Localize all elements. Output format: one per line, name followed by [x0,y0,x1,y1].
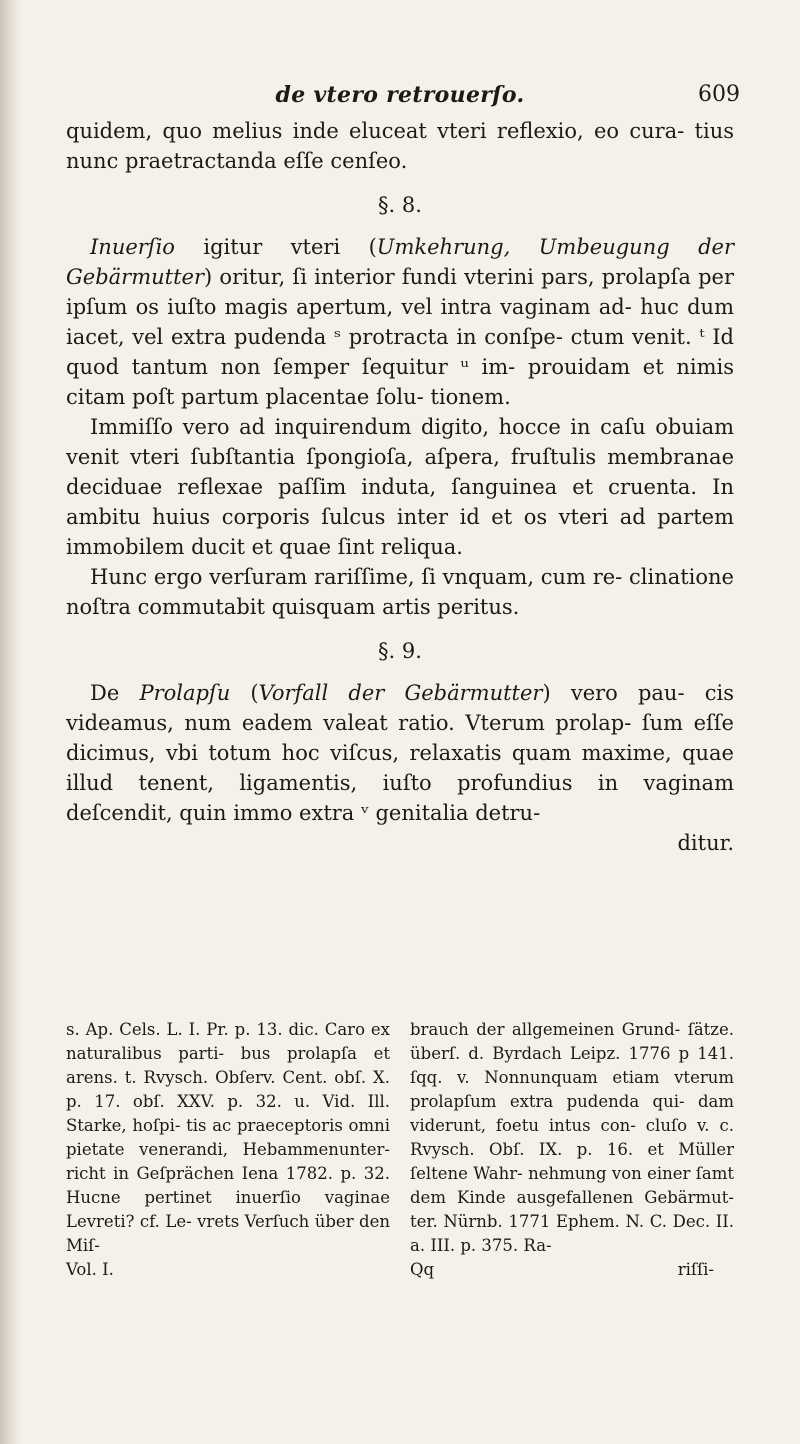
page-number: 609 [698,82,740,107]
signature-qq: Qq [410,1260,435,1279]
paragraph-2-part-a: igitur vteri ( [174,235,377,259]
paragraph-1: quidem, quo melius inde eluceat vteri reflexio, eo cura- tius nunc praetractanda eſſe cenſeo. [66,119,734,173]
page-header [60,82,740,112]
signature-mark: Vol. I. [66,1260,114,1279]
catchword: riſſi- [677,1260,714,1279]
paragraph-5-part-b: ( [230,681,259,705]
catchword-line [410,1258,734,1282]
paragraph-2 [66,232,734,412]
paragraph-5-part-a: De [90,681,140,705]
section-heading-9: §. 9. [378,639,422,663]
running-title: de vtero retrouerſo. [275,82,525,108]
paragraph-2-part-b: ) oritur, ſi interior fundi vterini pars, prolapſa per ipſum os iuſto magis apertum, vel intra vaginam ad- huc dum iacet, vel extra pudenda ˢ protracta in conſpe- ctum venit. ᵗ Id quod tantum non ſemper ſequitur ᵘ im- prouidam et nimis citam poſt partum placentae ſolu- tionem. [66,265,734,409]
page-binding-edge [0,0,22,1444]
footnotes-left-text: s. Ap. Cels. L. I. Pr. p. 13. dic. Caro ex naturalibus parti- bus prolapſa et arens. t. Rvysch. Obſerv. Cent. obſ. X. p. 17. obſ. XXV. p. 32. u. Vid. Ill. Starke, hoſpi- tis ac praeceptoris omni pietate venerandi, Hebammenunter- richt in Geſprächen Iena 1782. p. 32. Hucne pertinet inuerſio vaginae Levreti? cf. Le- vrets Verſuch über den Miſ- [66,1020,390,1255]
paragraph-5 [66,678,734,828]
paragraph-4: Hunc ergo verſuram rariſſime, ſi vnquam, cum re- clinatione noſtra commutabit quisquam artis peritus. [66,565,734,619]
section-heading-8: §. 8. [378,193,422,217]
footnotes-right-column [410,1018,734,1282]
paragraph-5-end: ditur. [677,831,734,855]
term-inuersio: Inuerſio [90,235,175,259]
main-text [66,116,734,858]
paragraph-5-part-c: ) vero pau- cis videamus, num eadem valeat ratio. Vterum prolap- ſum eſſe dicimus, vbi totum hoc viſcus, relaxatis quam maxime, quae illud tenent, ligamentis, iuſto profundius in vaginam deſcendit, quin immo extra ᵛ genitalia detru- [66,681,734,825]
german-term-vorfall: Vorfall der Gebärmutter [258,681,543,705]
paragraph-3: Immiſſo vero ad inquirendum digito, hocce in caſu obuiam venit vteri ſubſtantia ſpongioſa, aſpera, fruſtulis membranae deciduae reflexae paſſim induta, ſanguinea et cruenta. In ambitu huius corporis ſulcus inter id et os vteri ad partem immobilem ducit et quae ſint reliqua. [66,415,734,559]
german-term-umkehrung: Umkehrung, Umbeugung der Gebärmutter [66,235,734,289]
term-prolapsus: Prolapſu [139,681,231,705]
footnotes-right-text: brauch der allgemeinen Grund- ſätze. überſ. d. Byrdach Leipz. 1776 p 141. ſqq. v. Nonnunquam etiam vterum prolapſum extra pudenda qui- dam viderunt, foetu intus con- cluſo v. c. Rvysch. Obſ. IX. p. 16. et Müller ſeltene Wahr- nehmung von einer ſamt dem Kinde ausgefallenen Gebärmut- ter. Nürnb. 1771 Ephem. N. C. Dec. II. a. III. p. 375. Ra- [410,1020,734,1255]
footnotes-left-column [66,1018,390,1282]
footnotes [66,1018,734,1282]
